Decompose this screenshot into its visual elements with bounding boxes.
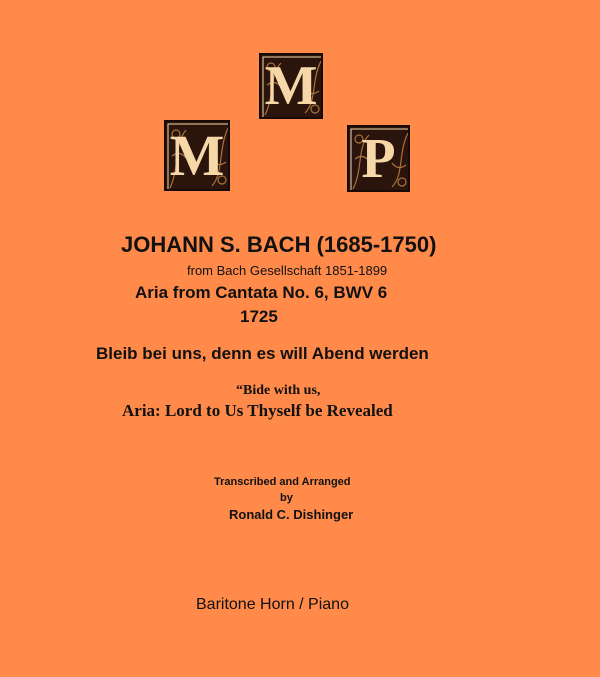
instrumentation: Baritone Horn / Piano xyxy=(196,596,349,613)
logo-letter: M xyxy=(264,55,318,117)
logo-tile-p xyxy=(347,125,410,192)
logo-letter: M xyxy=(169,122,225,188)
bide-line: “Bide with us, xyxy=(236,383,321,398)
german-title: Bleib bei uns, denn es will Abend werden xyxy=(96,344,429,363)
arranger-name: Ronald C. Dishinger xyxy=(229,507,354,522)
year-line: 1725 xyxy=(240,307,278,326)
logo-tile-m-top xyxy=(259,53,323,119)
aria-line: Aria from Cantata No. 6, BWV 6 xyxy=(135,283,388,302)
composer-heading: JOHANN S. BACH (1685-1750) xyxy=(121,232,437,257)
by-label: by xyxy=(280,492,293,504)
english-title: Aria: Lord to Us Thyself be Revealed xyxy=(122,401,393,420)
transcribed-label: Transcribed and Arranged xyxy=(214,476,351,488)
source-line: from Bach Gesellschaft 1851-1899 xyxy=(187,263,388,278)
logo-letter: P xyxy=(361,127,396,190)
logo-tile-m-left xyxy=(164,120,230,191)
